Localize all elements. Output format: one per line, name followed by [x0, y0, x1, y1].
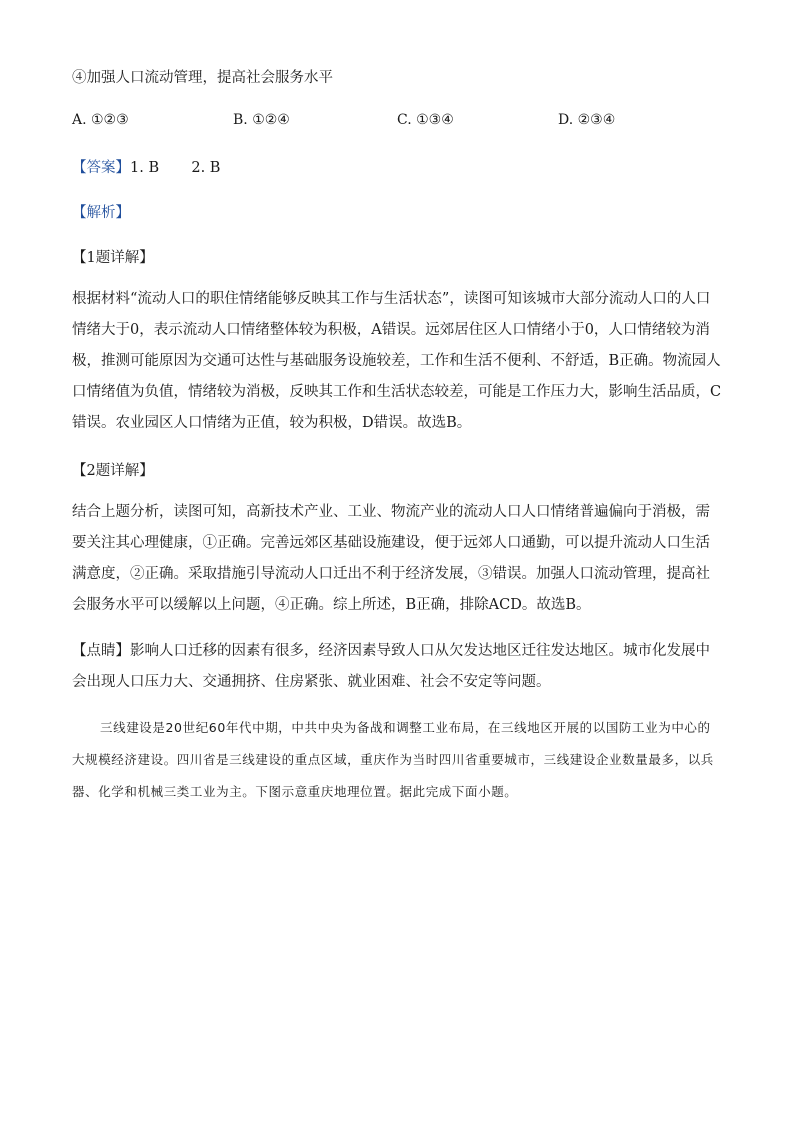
comment-tag: 【点睛】: [72, 643, 130, 659]
option-statement-4: ④加强人口流动管理，提高社会服务水平: [72, 70, 333, 86]
option-c: C. ①③④: [397, 112, 454, 128]
option-b: B. ①②④: [233, 112, 290, 128]
answer-line: [72, 156, 220, 177]
analysis-tag: 【解析】: [72, 205, 130, 221]
answer-text: 1. B 2. B: [130, 160, 221, 176]
q1-explanation: 根据材料“流动人口的职住情绪能够反映其工作与生活状态”，读图可知该城市大部分流动人口的人口情绪大于0，表示流动人口情绪整体较为积极，A错误。远郊居住区人口情绪小于0，人口情绪较为消极，推测可能原因为交通可达性与基础服务设施较差，工作和生活不便利、不舒适，B正确。物流园人口情绪值为负值，情绪较为消极，反映其工作和生活状态较差，可能是工作压力大，影响生活品质，C错误。农业园区人口情绪为正值，较为积极，D错误。故选B。: [72, 291, 722, 431]
q2-heading: 【2题详解】: [72, 463, 154, 479]
q1-heading: 【1题详解】: [72, 250, 154, 266]
comment-block: [72, 636, 722, 698]
option-d: D. ②③④: [558, 112, 616, 128]
material-paragraph: 三线建设是20世纪60年代中期，中共中央为备战和调整工业布局，在三线地区开展的以国防工业为中心的大规模经济建设。四川省是三线建设的重点区域，重庆作为当时四川省重要城市，三线建设企业数量最多，以兵器、化学和机械三类工业为主。下图示意重庆地理位置。据此完成下面小题。: [72, 720, 714, 799]
option-a: A. ①②③: [72, 112, 129, 128]
answer-tag: 【答案】: [72, 160, 130, 176]
q2-explanation: 结合上题分析，读图可知，高新技术产业、工业、物流产业的流动人口人口情绪普遍偏向于消极，需要关注其心理健康，①正确。完善远郊区基础设施建设，便于远郊人口通勤，可以提升流动人口生活满意度，②正确。采取措施引导流动人口迁出不利于经济发展，③错误。加强人口流动管理，提高社会服务水平可以缓解以上问题，④正确。综上所述，B正确，排除ACD。故选B。: [72, 504, 710, 613]
answer-options: [72, 112, 722, 132]
comment-text: 影响人口迁移的因素有很多，经济因素导致人口从欠发达地区迁往发达地区。城市化发展中会出现人口压力大、交通拥挤、住房紧张、就业困难、社会不安定等问题。: [72, 643, 710, 690]
